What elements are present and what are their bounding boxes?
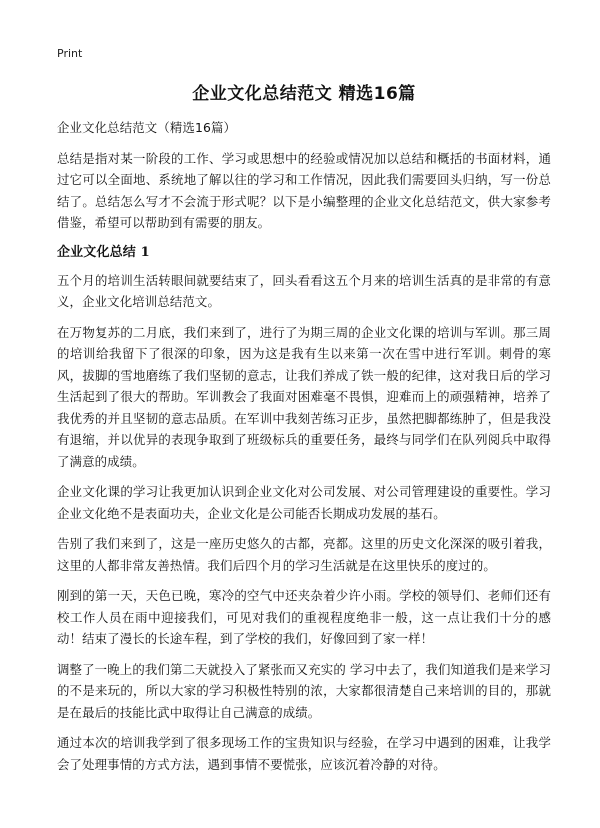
section-heading: 企业文化总结 1 [57,244,150,260]
body-paragraph: 告别了我们来到了，这是一座历史悠久的古都，亮都。这里的历史文化深深的吸引着我，这里的人都非常友善热情。我们后四个月的学习生活就是在这里快乐的度过的。 [57,536,551,573]
body-paragraph: 刚到的第一天，天色已晚，寒冷的空气中还夹杂着少许小雨。学校的领导们、老师们还有校工作人员在雨中迎接我们，可见对我们的重视程度绝非一般，这一点让我们十分的感动！结束了漫长的长途车程，到了学校的我们，好像回到了家一样！ [57,588,551,646]
print-link[interactable]: Print [57,47,83,60]
body-paragraph: 通过本次的培训我学到了很多现场工作的宝贵知识与经验，在学习中遇到的困难，让我学会了处理事情的方式方法，遇到事情不要慌张，应该沉着冷静的对待。 [57,735,551,772]
body-paragraph: 企业文化课的学习让我更加认识到企业文化对公司发展、对公司管理建设的重要性。学习企业文化绝不是表面功夫，企业文化是公司能否长期成功发展的基石。 [57,484,551,521]
body-paragraph: 调整了一晚上的我们第二天就投入了紧张而又充实的 学习中去了，我们知道我们是来学习的不是来玩的，所以大家的学习积极性特别的浓，大家都很清楚自己来培训的目的，那就是在最后的技能比武中取得让自己满意的成绩。 [57,661,551,720]
intro-paragraph: 总结是指对某一阶段的工作、学习或思想中的经验或情况加以总结和概括的书面材料，通过它可以全面地、系统地了解以往的学习和工作情况，因此我们需要回头归纳，写一份总结了。总结怎么写才不会流于形式呢？以下是小编整理的企业文化总结范文，供大家参考借鉴，希望可以帮助到有需要的朋友。 [57,150,551,230]
document-subtitle: 企业文化总结范文（精选16篇） [57,120,237,135]
body-paragraph: 在万物复苏的二月底，我们来到了，进行了为期三周的企业文化课的培训与军训。那三周的培训给我留下了很深的印象，因为这是我有生以来第一次在雪中进行军训。刺骨的寒风，拔脚的雪地磨练了我们坚韧的意志，让我们养成了铁一般的纪律，这对我日后的学习生活起到了很大的帮助。军训教会了我面对困难毫不畏惧，迎难而上的顽强精神，培养了我优秀的并且坚韧的意志品质。在军训中我刻苦练习正步，虽然把脚都练肿了，但是我没有退缩，并以优异的表现争取到了班级标兵的重要任务，最终与同学们在队列阅兵中取得了满意的成绩。 [57,324,551,469]
document-body [57,117,551,784]
document-title: 企业文化总结范文 精选16篇 [192,84,416,104]
body-paragraph: 五个月的培训生活转眼间就要结束了，回头看看这五个月来的培训生活真的是非常的有意义，企业文化培训总结范文。 [57,272,551,309]
